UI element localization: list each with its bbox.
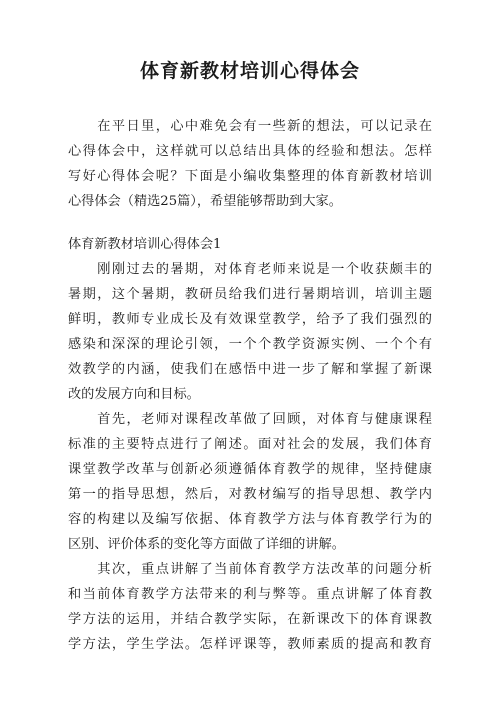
text-line: 其次，重点讲解了当前体育教学方法改革的问题分析: [68, 562, 432, 577]
text-line: 标准的主要特点进行了阐述。面对社会的发展，我们体育: [68, 437, 432, 452]
section-heading: 体育新教材培训心得体会1: [68, 237, 222, 252]
text-line: 心得体会（精选25篇），希望能够帮助到大家。: [68, 194, 342, 209]
text-line: 第一的指导思想，然后，对教材编写的指导思想、教学内: [68, 487, 432, 502]
text-line: 写好心得体会呢？下面是小编收集整理的体育新教材培训: [68, 169, 432, 184]
text-line: 在平日里，心中难免会有一些新的想法，可以记录在: [68, 119, 432, 134]
text-line: 首先，老师对课程改革做了回顾，对体育与健康课程: [68, 412, 432, 427]
text-line: 改的发展方向和目标。: [68, 387, 200, 402]
text-line: 课堂教学改革与创新必须遵循体育教学的规律，坚持健康: [68, 462, 432, 477]
text-line: 鲜明，教师专业成长及有效课堂教学，给予了我们强烈的: [68, 312, 432, 327]
text-line: 学方法的运用，并结合教学实际，在新课改下的体育课教: [68, 612, 432, 627]
text-line: 区别、评价体系的变化等方面做了详细的讲解。: [68, 537, 345, 552]
text-line: 和当前体育教学方法带来的利与弊等。重点讲解了体育教: [68, 587, 432, 602]
text-line: 心得体会中，这样就可以总结出具体的经验和想法。怎样: [68, 144, 432, 159]
text-line: 暑期，这个暑期，教研员给我们进行暑期培训，培训主题: [68, 287, 432, 302]
text-line: 感染和深深的理论引领，一个个教学资源实例、一个个有: [68, 337, 432, 352]
text-line: 刚刚过去的暑期，对体育老师来说是一个收获颇丰的: [68, 262, 432, 277]
text-line: 学方法，学生学法。怎样评课等，教师素质的提高和教育: [68, 637, 432, 652]
document-title: 体育新教材培训心得体会: [139, 60, 360, 82]
text-line: 效教学的内涵，使我们在感悟中进一步了解和掌握了新课: [68, 362, 432, 377]
section-body: [68, 257, 432, 657]
text-line: 容的构建以及编写依据、体育教学方法与体育教学行为的: [68, 512, 432, 527]
intro-paragraph: [68, 114, 432, 214]
